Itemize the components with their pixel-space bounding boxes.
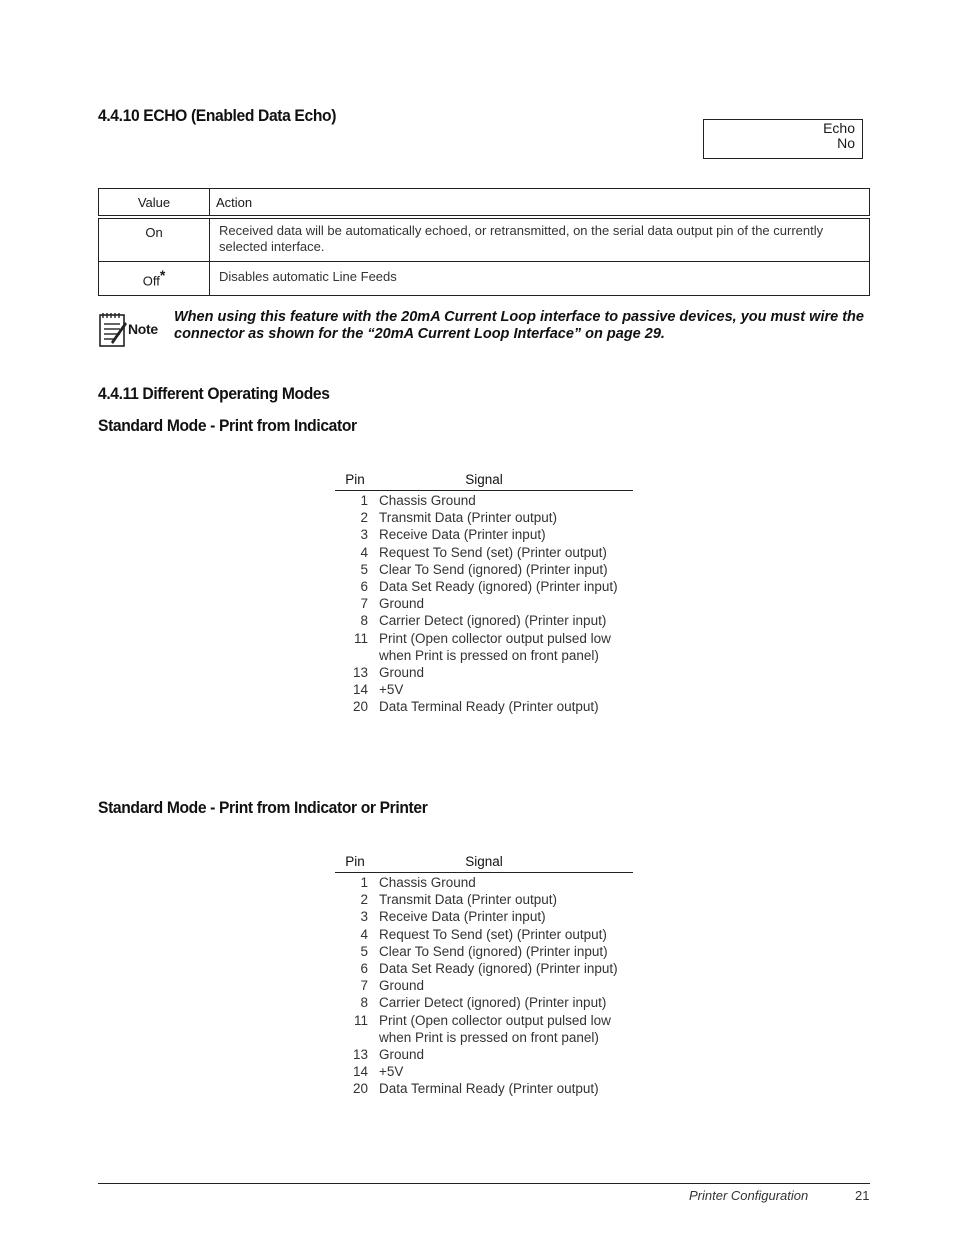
pin-table-header — [335, 468, 633, 491]
note-label: Note — [128, 321, 158, 337]
pin-row — [335, 544, 633, 561]
pin-table-header — [335, 850, 633, 873]
default-marker: * — [159, 267, 166, 283]
pin-number — [335, 1029, 379, 1046]
table-header-row — [99, 189, 870, 218]
subheading-mode-1: Standard Mode - Print from Indicator — [98, 416, 357, 435]
note-text: When using this feature with the 20mA Current Loop interface to passive devices, you must wire the connector as shown for the “20mA Current Loop Interface” on page 29. — [174, 309, 864, 342]
pin-row — [335, 994, 633, 1011]
page-number: 21 — [855, 1188, 870, 1203]
pin-number: 2 — [360, 510, 368, 526]
pin-row — [335, 681, 633, 698]
pin-signal: Chassis Ground — [379, 875, 476, 890]
pin-row — [335, 926, 633, 943]
table-row — [99, 262, 870, 296]
pin-row — [335, 1080, 633, 1097]
pin-row — [335, 647, 633, 664]
section-heading-echo: 4.4.10 ECHO (Enabled Data Echo) — [98, 106, 337, 125]
pin-signal: Transmit Data (Printer output) — [379, 510, 558, 526]
subheading-mode-2: Standard Mode - Print from Indicator or Printer — [98, 798, 428, 817]
column-header-action: Action — [210, 189, 870, 218]
echo-value-table — [98, 188, 870, 296]
pin-number: 3 — [360, 527, 368, 543]
pin-table-rows — [335, 492, 633, 716]
column-header-pin: Pin — [345, 853, 365, 869]
pin-number: 7 — [360, 978, 368, 994]
pin-row — [335, 1063, 633, 1080]
column-header-signal: Signal — [465, 471, 503, 487]
pin-signal: Request To Send (set) (Printer output) — [379, 926, 607, 942]
pin-signal: Print (Open collector output pulsed low — [379, 630, 611, 646]
menu-path-box — [703, 119, 863, 159]
note-icon — [98, 312, 164, 348]
pin-number: 11 — [353, 630, 368, 646]
value-text: Off — [142, 273, 160, 289]
pin-signal: Carrier Detect (ignored) (Printer input) — [379, 613, 607, 629]
column-header-value: Value — [99, 189, 210, 218]
pin-number: 8 — [360, 613, 368, 629]
pin-signal: Data Terminal Ready (Printer output) — [379, 1081, 599, 1097]
pin-number — [335, 647, 379, 664]
table-cell-action: Received data will be automatically echoed, or retransmitted, on the serial data output pin of the currently selected interface. — [210, 217, 870, 262]
pin-row — [335, 874, 633, 891]
pin-row — [335, 698, 633, 715]
pin-row — [335, 578, 633, 595]
pin-signal: Receive Data (Printer input) — [379, 527, 546, 543]
pin-row — [335, 1029, 633, 1046]
pin-row — [335, 630, 633, 647]
pin-number: 1 — [360, 875, 368, 890]
pin-signal: +5V — [379, 682, 404, 698]
pin-number: 7 — [360, 596, 368, 612]
pin-row — [335, 908, 633, 925]
pin-row — [335, 960, 633, 977]
pin-signal: Ground — [379, 665, 425, 681]
pin-row — [335, 492, 633, 509]
pin-number: 11 — [353, 1012, 368, 1028]
pin-row — [335, 977, 633, 994]
pin-row — [335, 1012, 633, 1029]
section-heading-modes: 4.4.11 Different Operating Modes — [98, 384, 330, 403]
menu-path-line2: No — [837, 135, 855, 151]
table-cell-value: On — [99, 217, 210, 262]
pin-number: 20 — [352, 1081, 368, 1097]
column-header-signal: Signal — [465, 853, 503, 869]
pin-signal: Clear To Send (ignored) (Printer input) — [379, 943, 608, 959]
pin-signal: +5V — [379, 1064, 404, 1080]
pin-number: 4 — [360, 926, 368, 942]
pin-signal: when Print is pressed on front panel) — [379, 647, 599, 663]
pin-row — [335, 509, 633, 526]
table-row — [99, 217, 870, 262]
pin-table-mode-1 — [335, 468, 633, 716]
pin-signal: Transmit Data (Printer output) — [379, 892, 558, 908]
pin-number: 1 — [360, 493, 368, 508]
pin-row — [335, 1046, 633, 1063]
pin-number: 14 — [352, 682, 368, 698]
pin-number: 6 — [360, 961, 368, 977]
pin-signal: Print (Open collector output pulsed low — [379, 1012, 611, 1028]
footer-divider — [98, 1183, 870, 1184]
pin-signal: Ground — [379, 596, 425, 612]
pin-row — [335, 561, 633, 578]
table-cell-action: Disables automatic Line Feeds — [210, 262, 870, 296]
pin-row — [335, 526, 633, 543]
pin-row — [335, 891, 633, 908]
pin-number: 4 — [360, 544, 368, 560]
pin-number: 3 — [360, 909, 368, 925]
pin-row — [335, 595, 633, 612]
pin-number: 2 — [360, 892, 368, 908]
pin-number: 13 — [352, 1047, 368, 1063]
pin-signal: Carrier Detect (ignored) (Printer input) — [379, 995, 607, 1011]
pin-signal: Request To Send (set) (Printer output) — [379, 544, 607, 560]
pin-row — [335, 664, 633, 681]
pin-number: 8 — [360, 995, 368, 1011]
pin-table-rows — [335, 874, 633, 1098]
pin-signal: Clear To Send (ignored) (Printer input) — [379, 561, 608, 577]
pin-number: 13 — [352, 665, 368, 681]
pin-number: 14 — [352, 1064, 368, 1080]
pin-number: 5 — [360, 943, 368, 959]
footer-title: Printer Configuration — [689, 1188, 809, 1203]
menu-path-line1: Echo — [823, 120, 855, 136]
pin-number: 6 — [360, 579, 368, 595]
pin-signal: Data Set Ready (ignored) (Printer input) — [379, 579, 618, 595]
pin-signal: Ground — [379, 978, 425, 994]
pin-table-mode-2 — [335, 850, 633, 1098]
pin-signal: Ground — [379, 1047, 425, 1063]
pin-signal: Chassis Ground — [379, 493, 476, 508]
pin-row — [335, 612, 633, 629]
pin-number: 20 — [352, 699, 368, 715]
table-cell-value — [99, 262, 210, 296]
pin-signal: Receive Data (Printer input) — [379, 909, 546, 925]
pin-signal: Data Terminal Ready (Printer output) — [379, 699, 599, 715]
column-header-pin: Pin — [345, 471, 365, 487]
pin-signal: Data Set Ready (ignored) (Printer input) — [379, 961, 618, 977]
pin-signal: when Print is pressed on front panel) — [379, 1029, 599, 1045]
pin-row — [335, 943, 633, 960]
pin-number: 5 — [360, 561, 368, 577]
